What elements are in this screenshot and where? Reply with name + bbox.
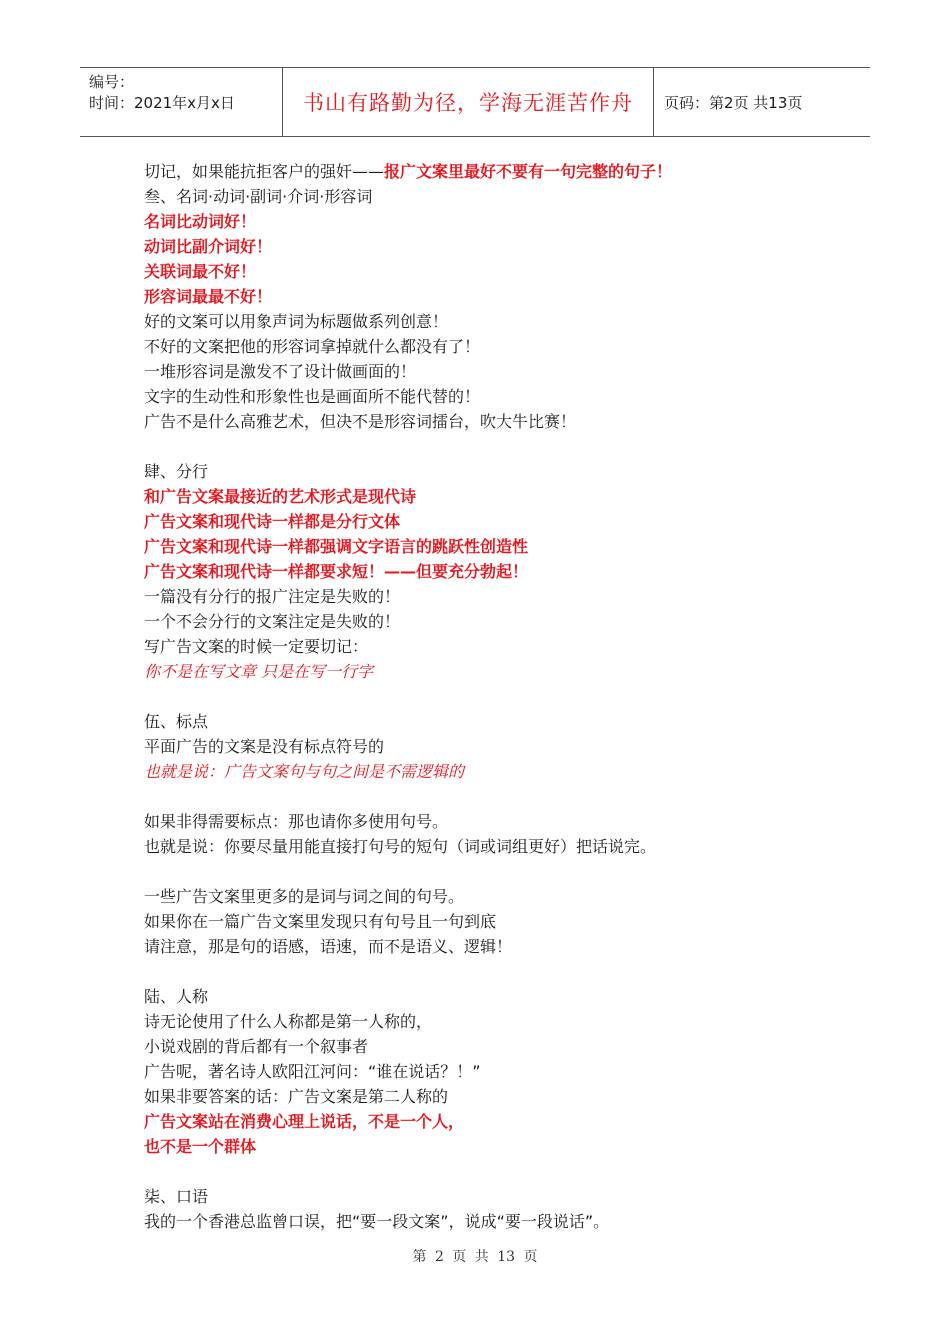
section-heading-3: 叁、名词·动词·副词·介词·形容词 [144,187,373,206]
text-italic-emphasis: 你不是在写文章 只是在写一行字 [144,662,374,681]
text-emphasis: 和广告文案最接近的艺术形式是现代诗 [144,487,417,506]
section-heading-7: 柒、口语 [144,1187,209,1206]
text-line: 文字的生动性和形象性也是画面所不能代替的！ [144,387,481,406]
page-footer: 第 2 页 共 13 页 [412,1249,538,1265]
text-line: 好的文案可以用象声词为标题做系列创意！ [144,312,449,331]
text-line: 广告不是什么高雅艺术，但决不是形容词擂台，吹大牛比赛！ [144,412,577,431]
text-line: 诗无论使用了什么人称都是第一人称的， [144,1012,433,1031]
header-date-label: 时间：2021年x月x日 [89,94,235,112]
section-heading-5: 伍、标点 [144,712,209,731]
blank-line [144,959,864,984]
text-emphasis: 名词比动词好！ [144,212,257,231]
text-italic-emphasis: 也就是说：广告文案句与句之间是不需逻辑的 [144,762,465,781]
text-emphasis: 广告文案和现代诗一样都是分行文体 [144,512,401,531]
document-body [144,159,864,1234]
text-line: 如果非要答案的话：广告文案是第二人称的 [144,1087,449,1106]
header-page-info: 页码：第2页 共13页 [664,93,803,112]
blank-line [144,859,864,884]
text-line: 我的一个香港总监曾口误，把“要一段文案”，说成“要一段说话”。 [144,1212,610,1231]
text-emphasis: 形容词最最不好！ [144,287,273,306]
blank-line [144,1159,864,1184]
text-line: 一篇没有分行的报广注定是失败的！ [144,587,401,606]
text-line: 一个不会分行的文案注定是失败的！ [144,612,401,631]
header-number-label: 编号： [89,73,135,91]
text-line: 请注意，那是句的语感，语速，而不是语义、逻辑！ [144,937,513,956]
text-emphasis: 也不是一个群体 [144,1137,257,1156]
blank-line [144,784,864,809]
blank-line [144,434,864,459]
header-motto: 书山有路勤为径，学海无涯苦作舟 [283,68,654,136]
text-line: 一堆形容词是激发不了设计做画面的！ [144,362,417,381]
text-line: 如果非得需要标点：那也请你多使用句号。 [144,812,449,831]
text-emphasis: 广告文案和现代诗一样都要求短！——但要充分勃起！ [144,562,529,581]
section-heading-4: 肆、分行 [144,462,209,481]
text-emphasis: 报广文案里最好不要有一句完整的句子！ [384,162,673,181]
section-heading-6: 陆、人称 [144,987,209,1006]
text-normal: 切记，如果能抗拒客户的强奸—— [144,162,385,181]
header-meta [80,68,283,136]
text-line: 一些广告文案里更多的是词与词之间的句号。 [144,887,465,906]
text-emphasis: 广告文案站在消费心理上说话，不是一个人， [144,1112,465,1131]
text-emphasis: 动词比副介词好！ [144,237,273,256]
blank-line [144,684,864,709]
text-line: 写广告文案的时候一定要切记： [144,637,369,656]
page-header [80,67,870,137]
text-line: 平面广告的文案是没有标点符号的 [144,737,385,756]
text-emphasis: 关联词最不好！ [144,262,257,281]
text-emphasis: 广告文案和现代诗一样都强调文字语言的跳跃性创造性 [144,537,529,556]
text-line [144,159,864,184]
text-line: 不好的文案把他的形容词拿掉就什么都没有了！ [144,337,481,356]
text-line: 小说戏剧的背后都有一个叙事者 [144,1037,369,1056]
text-line: 广告呢，著名诗人欧阳江河问：“谁在说话？！” [144,1062,481,1081]
text-line: 如果你在一篇广告文案里发现只有句号且一句到底 [144,912,497,931]
text-line: 也就是说：你要尽量用能直接打句号的短句（词或词组更好）把话说完。 [144,837,657,856]
